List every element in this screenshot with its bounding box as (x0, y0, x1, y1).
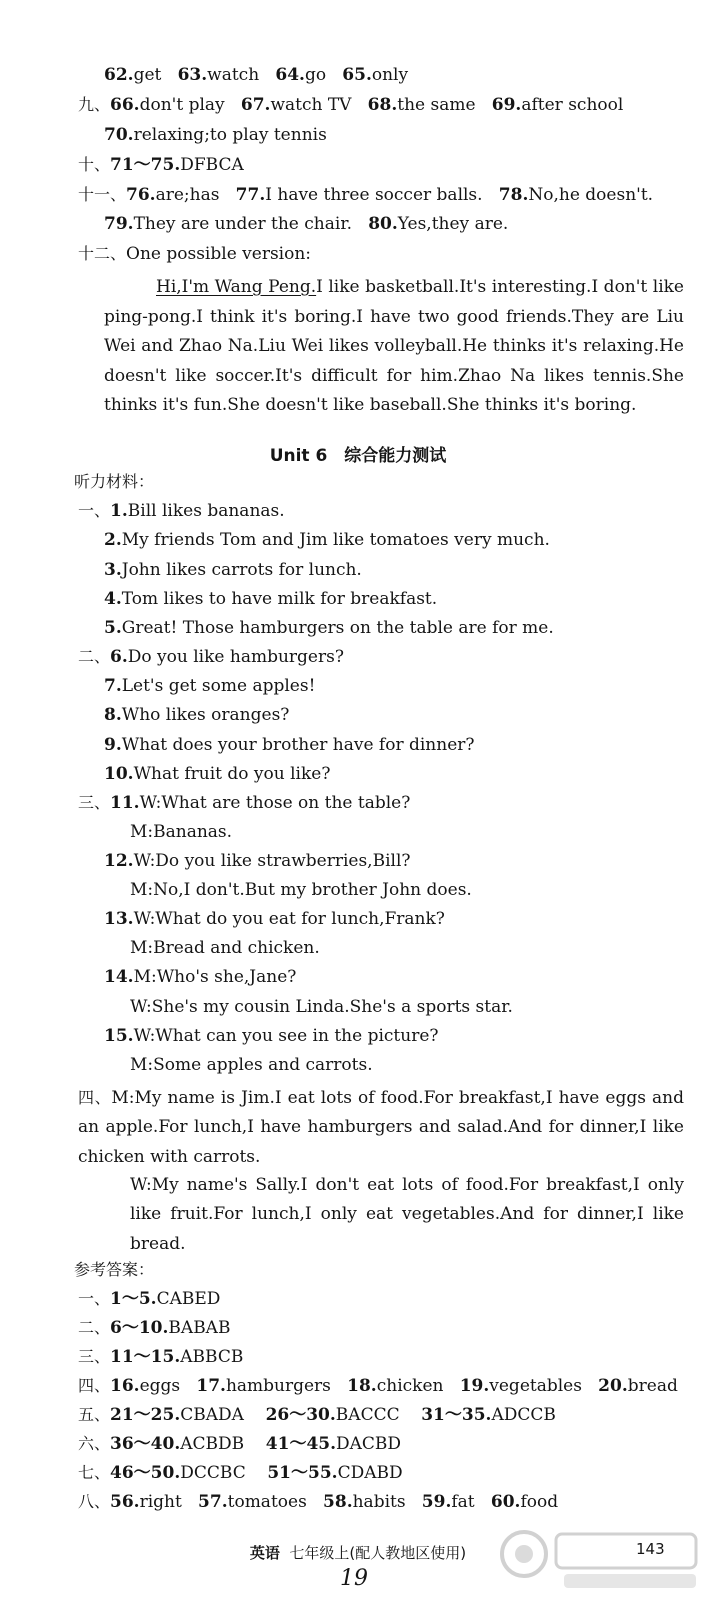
passage-sally: W:My name's Sally.I don't eat lots of food.For breakfast,I only like fruit.For lunch,I only eat vegetables.And for dinner,I like bread. (130, 1175, 684, 1254)
page-number: 143 (636, 1540, 665, 1558)
answer-46-55: 七、46～50.DCCBC 51～55.CDABD (78, 1463, 403, 1483)
answer-6-10: 二、6～10.BABAB (78, 1318, 231, 1338)
listening-item-9: 9.What does your brother have for dinner? (104, 735, 475, 755)
answers-heading: 参考答案： (74, 1260, 155, 1279)
dialog-13-w: 13.W:What do you eat for lunch,Frank? (104, 909, 445, 929)
answer-line-76-78: 十一、76.are;has 77.I have three soccer balls. 78.No,he doesn't. (78, 185, 654, 205)
footer-subject: 英语 (249, 1544, 280, 1562)
passage-jim: 四、M:My name is Jim.I eat lots of food.For breakfast,I have eggs and an apple.For lunch,I have hamburgers and salad.And for dinner,I like chicken with carrots. (78, 1088, 684, 1167)
answer-21-35: 五、21～25.CBADA 26～30.BACCC 31～35.ADCCB (78, 1405, 556, 1425)
answer-line-66-69: 九、66.don't play 67.watch TV 68.the same 69.after school (78, 95, 624, 115)
dialog-15-m: M:Some apples and carrots. (130, 1055, 373, 1075)
answer-11-15: 三、11～15.ABBCB (78, 1347, 244, 1367)
dialog-15-w: 15.W:What can you see in the picture? (104, 1026, 439, 1046)
dialog-13-m: M:Bread and chicken. (130, 938, 320, 958)
answer-36-45: 六、36～40.ACBDB 41～45.DACBD (78, 1434, 402, 1454)
answer-16-20: 四、16.eggs 17.hamburgers 18.chicken 19.vegetables 20.bread (78, 1376, 678, 1396)
answer-56-60: 八、56.right 57.tomatoes 58.habits 59.fat 60.food (78, 1492, 559, 1512)
listening-item-7: 7.Let's get some apples! (104, 676, 316, 696)
listening-item-10: 10.What fruit do you like? (104, 764, 331, 784)
dialog-11-m: M:Bananas. (130, 822, 233, 842)
listening-item-2: 2.My friends Tom and Jim like tomatoes very much. (104, 530, 550, 550)
dialog-14-w: W:She's my cousin Linda.She's a sports star. (130, 997, 513, 1017)
essay-paragraph: Hi,I'm Wang Peng.I like basketball.It's interesting.I don't like ping-pong.I think it's boring.I have two good friends.They are Liu Wei and Zhao Na.Liu Wei likes volleyball.He thinks it's relaxing.He doesn't like soccer.It's difficult for him.Zhao Na likes tennis.She thinks it's fun.She doesn't like baseball.She thinks it's boring. (104, 277, 684, 415)
listening-item-5: 5.Great! Those hamburgers on the table are for me. (104, 618, 554, 638)
listening-heading: 听力材料： (74, 472, 155, 491)
answer-line-essay-intro: 十二、One possible version: (78, 244, 312, 264)
answer-line-79-80: 79.They are under the chair. 80.Yes,they are. (104, 214, 509, 234)
answer-1-5: 一、1～5.CABED (78, 1289, 221, 1309)
watermark-logo (484, 1524, 704, 1594)
answer-line-70: 70.relaxing;to play tennis (104, 125, 327, 145)
listening-item-3: 3.John likes carrots for lunch. (104, 560, 362, 580)
dialog-14-m: 14.M:Who's she,Jane? (104, 967, 297, 987)
listening-item-4: 4.Tom likes to have milk for breakfast. (104, 589, 438, 609)
answer-line-62-65: 62.get 63.watch 64.go 65.only (104, 65, 409, 85)
handwritten-number: 19 (340, 1566, 368, 1591)
unit-title: Unit 6 综合能力测试 (269, 446, 447, 466)
footer-grade: 七年级上(配人教地区使用) (289, 1544, 467, 1562)
dialog-11-w: 三、11.W:What are those on the table? (78, 793, 411, 813)
dialog-12-m: M:No,I don't.But my brother John does. (130, 880, 472, 900)
listening-item-6: 二、6.Do you like hamburgers? (78, 647, 344, 667)
listening-item-1: 一、1.Bill likes bananas. (78, 501, 285, 521)
answer-line-71-75: 十、71～75.DFBCA (78, 155, 244, 175)
dialog-12-w: 12.W:Do you like strawberries,Bill? (104, 851, 411, 871)
listening-item-8: 8.Who likes oranges? (104, 705, 290, 725)
essay-first-sentence: Hi,I'm Wang Peng. (156, 277, 317, 297)
